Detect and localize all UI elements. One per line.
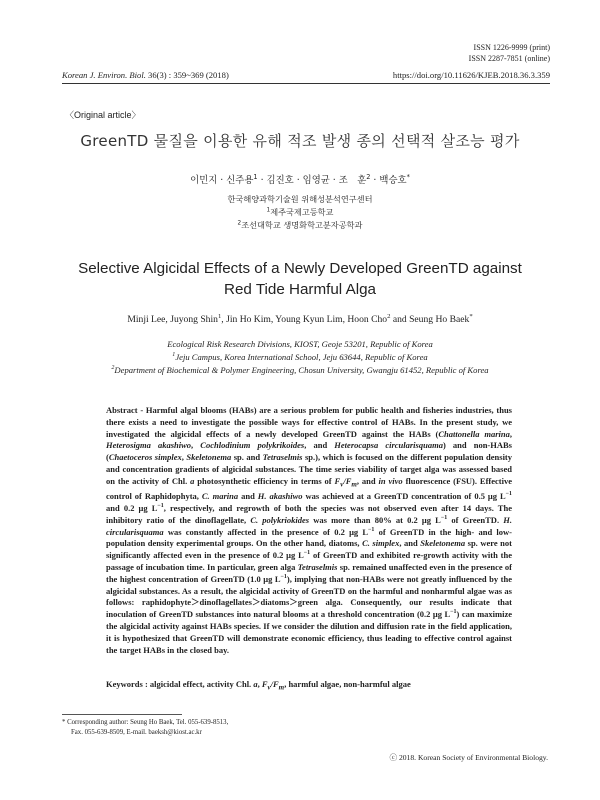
footnote-line-2: Fax. 055-639-8509, E-mail. baeksh@kiost.ac.kr	[71, 729, 202, 736]
affil-sup: 2	[237, 220, 242, 227]
korean-affiliations	[60, 193, 540, 232]
issn-block	[469, 42, 550, 64]
running-header	[62, 70, 550, 80]
korean-title: GreenTD 물질을 이용한 유해 적조 발생 종의 선택적 살조능 평가	[80, 132, 520, 150]
korean-affiliation-3: $^2$조선대학교 생명화학고분자공학과	[237, 220, 363, 230]
affil-sup: 2	[387, 312, 391, 320]
copyright: ⓒ 2018. Korean Society of Environmental Biology.	[389, 753, 548, 762]
korean-authors-part: · 백승호	[370, 175, 407, 186]
keywords: Keywords : algicidal effect, activity Chl. a, $F_v/F_m$, harmful algae, non-harmful algae	[106, 679, 411, 692]
english-affiliations	[40, 338, 560, 377]
english-title	[60, 258, 540, 300]
korean-affiliation-1: 한국해양과학기술원 위해성분석연구센터	[227, 194, 373, 204]
korean-affiliation-2: $^1$제주국제고등학교	[266, 207, 334, 217]
issn-online: ISSN 2287-7851 (online)	[468, 54, 550, 63]
corresponding-footnote	[62, 718, 228, 738]
corresponding-sup: *	[406, 172, 410, 181]
volume-pages: 36(3) : 359~369 (2018)	[148, 70, 229, 80]
english-authors: Minji Lee, Juyong Shin$^1$, Jin Ho Kim, Young Kyun Lim, Hoon Cho$^2$ and Seung Ho Baek*	[127, 312, 473, 325]
journal-name: Korean J. Environ. Biol.	[62, 70, 146, 80]
korean-authors	[60, 172, 540, 186]
footnote-rule	[62, 714, 182, 715]
keywords-label: Keywords :	[106, 679, 150, 689]
abstract-label: Abstract	[106, 405, 138, 415]
corresponding-sup: *	[469, 312, 473, 320]
abstract: Abstract - Harmful algal blooms (HABs) are a serious problem for public health and fisheries industries, thus there exists a need to investigate the possible ways for effective control of HABs. In the present study, we investigated the algicidal effects of a newly developed GreenTD against the HABs (Chattonella marina, Heterosigma akashiwo, Cochlodinium polykrikoides, and Heterocapsa circularisquama) and non-HABs (Chaetoceros simplex, Skeletonema sp. and Tetraselmis sp.), which is focused on the different population density and concentration gradients of algicidal substances. The time series viability of target alga was assessed based on the activity of Chl. a photosynthetic efficiency in terms of $F_v/F_m$, and in vivo fluorescence (FSU). Effective control of Raphidophyta, C. marina and H. akashiwo was achieved at a GreenTD concentration of 0.5 μg $L^{-1}$ and 0.2 μg $L^{-1}$, respectively, and regrowth of both the species was not observed even after 14 days. The inhibitory ratio of the dinoflagellate, C. polykriokides was more than 80% at 0.2 μg $L^{-1}$ of GreenTD. H. circularisquama was constantly affected in the presence of 0.2 μg $L^{-1}$ of GreenTD in the high- and low-population density experimental groups. On the other hand, diatoms, C. simplex, and Skeletonema sp. were not significantly affected even in the presence of 0.2 μg $L^{-1}$ of GreenTD and exhibited re-growth activity with the passage of incubation time. In particular, green alga Tetraselmis sp. remained unaffected even in the presence of the highest concentration of GreenTD (1.0 μg $L^{-1}$), implying that non-HABs were not greatly influenced by the algicidal substances. As a result, the algicidal activity of GreenTD on the harmful and nonharmful algae was as follows: raphidophyte＞dinoflagellates＞diatoms＞green alga. Consequently, our results indicate that inoculation of GreenTD substances into natural blooms at a threshold concentration (0.2 μg $L^{-1}$) can maximize the algicidal activity against HABs species. If we consider the dilution and diffusion rate in the field application, it is hypothesized that GreenTD will demonstrate economic efficiency, thus leading to effective control against the target HABs in the closed bay.	[106, 405, 513, 655]
korean-authors-part: · 김진호 · 임영균 · 조 훈	[257, 175, 367, 186]
header-rule	[62, 83, 550, 84]
english-affiliation-1: Ecological Risk Research Divisions, KIOST, Geoje 53201, Republic of Korea	[167, 339, 433, 349]
affil-sup: 1	[266, 207, 271, 214]
english-affiliation-2: $^1$Jeju Campus, Korea International School, Jeju 63644, Republic of Korea	[172, 352, 428, 362]
issn-print: ISSN 1226-9999 (print)	[473, 43, 550, 52]
korean-authors-part: 이민지 · 신주용	[190, 175, 254, 186]
affil-sup: 1	[217, 312, 222, 320]
doi-link[interactable]: https://doi.org/10.11626/KJEB.2018.36.3.359	[392, 70, 550, 80]
journal-citation	[62, 70, 229, 80]
article-type: 〈Original article〉	[65, 110, 141, 120]
affil-sup: 1	[253, 172, 258, 181]
affil-sup: 2	[366, 172, 371, 181]
english-affiliation-3: $^2$Department of Biochemical & Polymer Engineering, Chosun University, Gwangju 61452, Republic of Korea	[111, 365, 489, 375]
footnote-line-1: * Corresponding author: Seung Ho Baek, Tel. 055-639-8513,	[62, 719, 229, 726]
english-title-line: Selective Algicidal Effects of a Newly Developed GreenTD against	[78, 260, 522, 277]
english-title-line: Red Tide Harmful Alga	[224, 281, 376, 298]
